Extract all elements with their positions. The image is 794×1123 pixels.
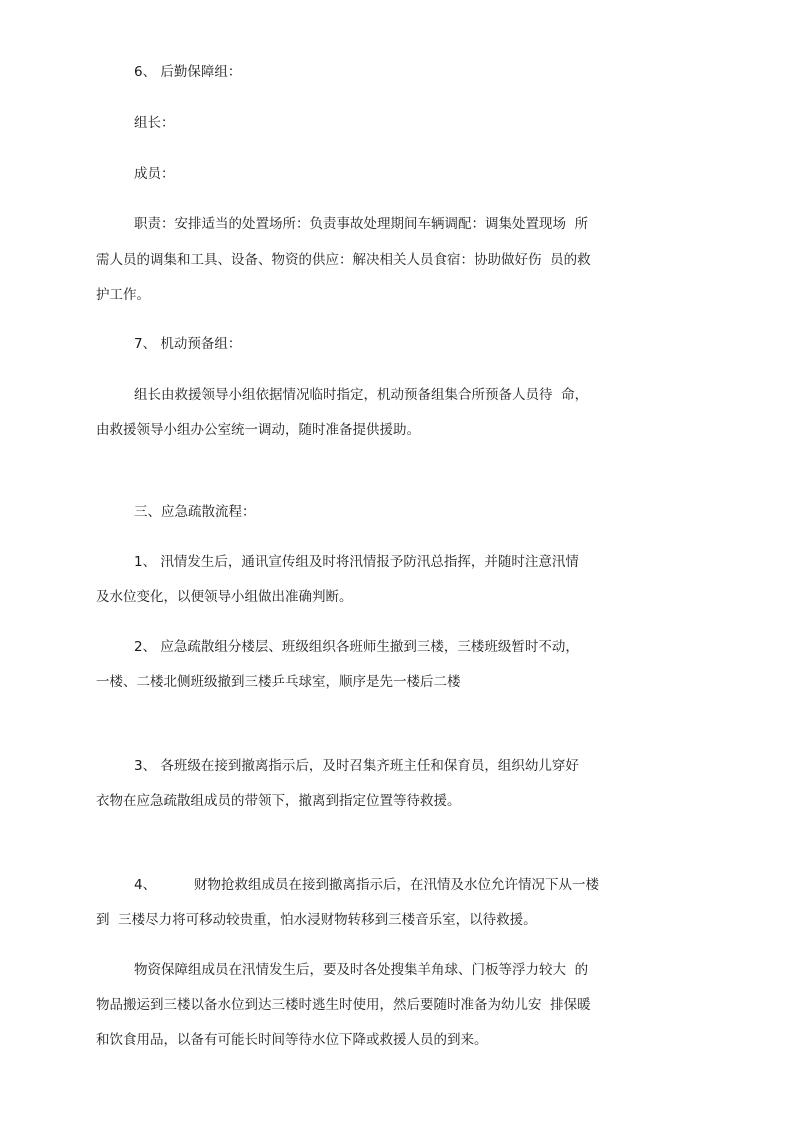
paragraph-line: 物品搬运到三楼以备水位到达三楼时逃生时使用，然后要随时准备为幼儿安 排保暖 <box>96 997 591 1013</box>
list-item-line: 到 三楼尽力将可移动较贵重，怕水浸财物转移到三楼音乐室，以待救援。 <box>96 912 537 928</box>
body-line: 由救援领导小组办公室统一调动，随时准备提供援助。 <box>96 422 420 438</box>
duty-line: 护工作。 <box>96 287 150 303</box>
list-item-line: 3、 各班级在接到撤离指示后，及时召集齐班主任和保育员，组织幼儿穿好 <box>134 758 579 774</box>
paragraph-line: 物资保障组成员在汛情发生后，要及时各处搜集羊角球、门板等浮力较大 的 <box>134 962 589 978</box>
paragraph-line: 和饮食用品，以备有可能长时间等待水位下降或救援人员的到来。 <box>96 1032 488 1048</box>
list-item-number: 4、 <box>134 877 157 893</box>
list-item-line: 财物抢救组成员在接到撤离指示后，在汛情及水位允许情况下从一楼 <box>194 877 599 893</box>
list-item-line: 2、 应急疏散组分楼层、班级组织各班师生撤到三楼，三楼班级暂时不动， <box>134 639 579 655</box>
list-item-line: 衣物在应急疏散组成员的带领下，撤离到指定位置等待救援。 <box>96 793 461 809</box>
section-heading: 7、 机动预备组： <box>134 336 242 352</box>
section-heading: 三、应急疏散流程： <box>134 504 256 520</box>
list-item-line: 及水位变化，以便领导小组做出准确判断。 <box>96 589 353 605</box>
list-item-line: 一楼、二楼北侧班级撤到三楼乒乓球室，顺序是先一楼后二楼 <box>96 674 461 690</box>
members-label: 成员： <box>134 166 175 182</box>
body-line: 组长由救援领导小组依据情况临时指定，机动预备组集合所预备人员待 命， <box>134 387 589 403</box>
leader-label: 组长： <box>134 115 175 131</box>
section-heading: 6、 后勤保障组： <box>134 64 242 80</box>
list-item-line: 1、 汛情发生后，通讯宣传组及时将汛情报予防汛总指挥，并随时注意汛情 <box>134 554 579 570</box>
duty-line: 需人员的调集和工具、设备、物资的供应：解决相关人员食宿：协助做好伤 员的救 <box>96 252 591 268</box>
duty-line: 职责：安排适当的处置场所：负责事故处理期间车辆调配：调集处置现场 所 <box>134 216 589 232</box>
